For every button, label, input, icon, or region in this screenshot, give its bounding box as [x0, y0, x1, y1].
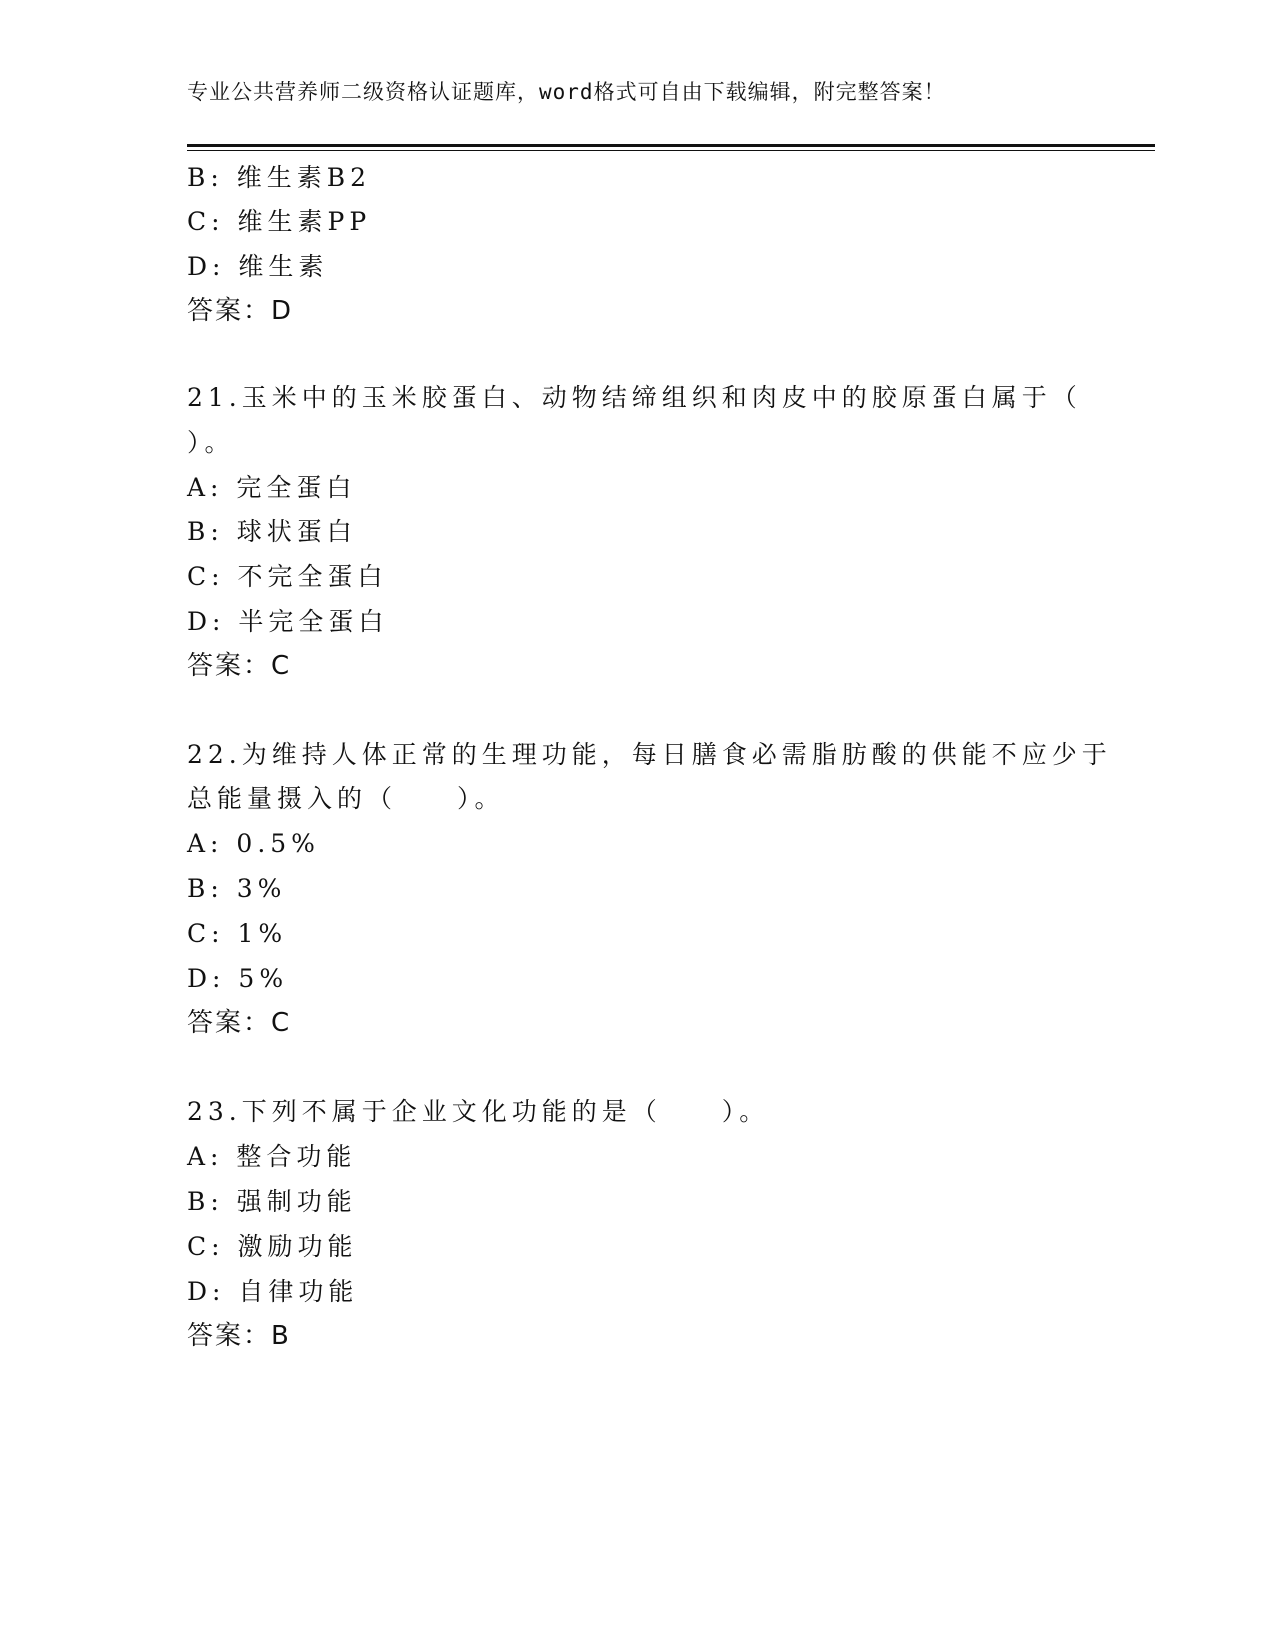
- answer: 答案：C: [187, 651, 292, 681]
- answer: 答案：B: [187, 1321, 291, 1351]
- option-b: B: 球状蛋白: [187, 517, 357, 546]
- option-c: C: 激励功能: [187, 1232, 358, 1261]
- option-d: D: 5%: [187, 964, 289, 993]
- page-header: 专业公共营养师二级资格认证题库，word格式可自由下载编辑，附完整答案！: [187, 80, 946, 104]
- option-d: D: 自律功能: [187, 1277, 359, 1306]
- option-c: C: 维生素PP: [187, 207, 372, 236]
- option-a: A: 整合功能: [187, 1142, 357, 1171]
- question-stem: 22.为维持人体正常的生理功能，每日膳食必需脂肪酸的供能不应少于: [187, 740, 1112, 769]
- option-c: C: 1%: [187, 919, 288, 948]
- answer: 答案：D: [187, 296, 294, 326]
- option-d: D: 维生素: [187, 252, 329, 281]
- header-divider-thin: [187, 150, 1155, 151]
- question-stem: 23.下列不属于企业文化功能的是（ ）。: [187, 1097, 770, 1126]
- answer: 答案：C: [187, 1008, 292, 1038]
- question-stem-continued: 总能量摄入的（ ）。: [187, 784, 505, 813]
- option-d: D: 半完全蛋白: [187, 607, 389, 636]
- option-c: C: 不完全蛋白: [187, 562, 388, 591]
- option-b: B: 3%: [187, 874, 287, 903]
- option-a: A: 完全蛋白: [187, 473, 357, 502]
- option-b: B: 强制功能: [187, 1187, 357, 1216]
- header-divider-thick: [187, 144, 1155, 147]
- option-a: A: 0.5%: [187, 829, 320, 858]
- question-stem-continued: ）。: [187, 428, 235, 457]
- option-b: B: 维生素B2: [187, 163, 372, 192]
- question-stem: 21.玉米中的玉米胶蛋白、动物结缔组织和肉皮中的胶原蛋白属于（: [187, 383, 1082, 412]
